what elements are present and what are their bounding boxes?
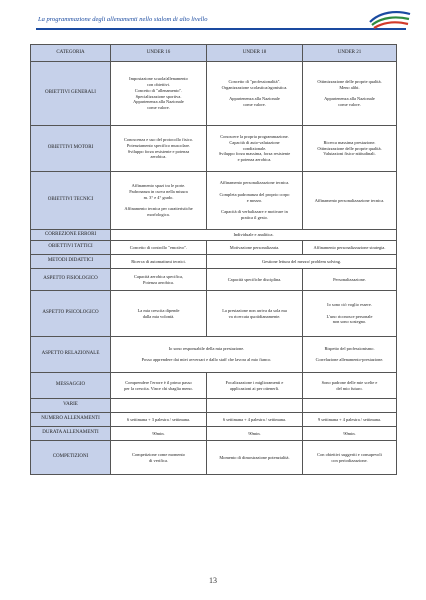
table-row — [31, 255, 397, 269]
table-cell: Conoscere la propria programmazione. Capacità di auto-valutazione condizionale. Sviluppo forza massima, forza resistente e potenza aerobica. — [207, 126, 303, 172]
row-label: ASPETTO PSICOLOGICO — [31, 291, 111, 337]
table-cell: Momento di dimostrazione potenzialità. — [207, 441, 303, 475]
table-row — [31, 441, 397, 475]
table-cell: 9 settimana + 4 palestra / settimana. — [303, 413, 397, 427]
row-label: METODI DIDATTICI — [31, 255, 111, 269]
row-label: ASPETTO RELAZIONALE — [31, 337, 111, 373]
table-cell: Affinamento personalizzazione tecnica. Completa padronanza del proprio corpo e mezzo. Capacità di verbalizzare e motivare in pratica il gesto. — [207, 172, 303, 230]
table-cell: 6 settimana + 3 palestra / settimana. — [111, 413, 207, 427]
table-header-row — [31, 45, 397, 62]
table-cell: Concetto di controllo "emotivo". — [111, 241, 207, 255]
row-label: OBIETTIVI TECNICI — [31, 172, 111, 230]
table-cell: Affinamento spazi tra le porte. Padronanza in curva nella misura m. 3° e 4° grado. Affinamento tecnica per caratteristiche morfologica. — [111, 172, 207, 230]
table-cell: Capacità specifiche disciplina. — [207, 269, 303, 291]
table-cell: Con obiettivi suggeriti e consapevoli con periodizzazione. — [303, 441, 397, 475]
table-row — [31, 337, 397, 373]
table-cell: Motivazione personalizzata. — [207, 241, 303, 255]
row-label: DURATA ALLENAMENTI — [31, 427, 111, 441]
table-cell: Focalizzazione i miglioramenti e applicazioni ai per ottenerli. — [207, 373, 303, 399]
table-cell: La prestazione non arriva da sola ma va ricercata quotidianamente. — [207, 291, 303, 337]
row-label: NUMERO ALLENAMENTI — [31, 413, 111, 427]
table-cell: Affinamento personalizzazione strategia. — [303, 241, 397, 255]
table-row — [31, 373, 397, 399]
table-cell: Io sono responsabile della mia prestazione. Posso apprendere dai miei avversari e dallo staff che lavora al mio fianco. — [111, 337, 303, 373]
table-row — [31, 126, 397, 172]
row-label: MESSAGGIO — [31, 373, 111, 399]
table-row — [31, 291, 397, 337]
training-table — [30, 44, 397, 475]
table-cell: Individuale e analitica. — [111, 230, 397, 241]
table-cell: Conoscenza e uso del protocollo fisico. Potenziamento specifico muscolare. Sviluppo forza resistente e potenza aerobica. — [111, 126, 207, 172]
table-cell: Personalizzazione. — [303, 269, 397, 291]
table-cell: Impostazione scuola/allenamento con obiettivi. Concetto di "allenamento". Specializzazione sportiva. Appartenenza alla Nazionale come valore. — [111, 62, 207, 126]
table-row — [31, 230, 397, 241]
row-label: CORREZIONE ERRORI — [31, 230, 111, 241]
row-label: OBIETTIVI TATTICI — [31, 241, 111, 255]
column-header: UNDER 21 — [303, 45, 397, 62]
row-label: OBIETTIVI GENERALI — [31, 62, 111, 126]
table-cell: 90min. — [207, 427, 303, 441]
table-row — [31, 172, 397, 230]
table-cell: Capacità aerobica specifica, Potenza aerobica. — [111, 269, 207, 291]
table-row — [31, 427, 397, 441]
federation-logo-icon — [368, 6, 412, 30]
row-label: COMPETIZIONI — [31, 441, 111, 475]
table-cell: Rispetto del professionismo. Correlazione allenamento-prestazione. — [303, 337, 397, 373]
table-cell: Ricerca di automatismi tecnici. — [111, 255, 207, 269]
column-header: UNDER 16 — [111, 45, 207, 62]
page-header — [22, 10, 382, 30]
table-cell: 90min. — [303, 427, 397, 441]
table-cell: Sono padrone delle mie scelte e del mio futuro. — [303, 373, 397, 399]
table-row — [31, 241, 397, 255]
table-cell: Concetto di "professionalità". Organizzazione scolastica/agonistica. Appartenenza alla Nazionale come valore. — [207, 62, 303, 126]
table-cell — [207, 399, 303, 413]
table-cell: Gestione lettura del mezzo/ problem solving. — [207, 255, 397, 269]
table-cell: 6 settimana + 4 palestra / settimana. — [207, 413, 303, 427]
table-cell: Ricerca massima prestazione. Ottimizzazione delle proprie qualità. Valutazioni fisico-attitudinali. — [303, 126, 397, 172]
table-row — [31, 269, 397, 291]
row-label: OBIETTIVI MOTORI — [31, 126, 111, 172]
running-title: La programmazione degli allenamenti nello sialom di alto livello — [38, 16, 208, 23]
row-label: VARIE — [31, 399, 111, 413]
column-header: CATEGORIA — [31, 45, 111, 62]
table-cell: Io sono ciò voglio essere. L'uno riconosce personale non sono sostegno. — [303, 291, 397, 337]
table-cell: 90min. — [111, 427, 207, 441]
row-label: ASPETTO FISIOLOGICO — [31, 269, 111, 291]
page-number: 13 — [209, 576, 217, 585]
table-row — [31, 413, 397, 427]
table-cell: Comprendere l'errore è il primo passo per la crescita. Vince chi sbaglia meno. — [111, 373, 207, 399]
table-cell: Ottimizzazione delle proprie qualità. Meno alibi. Appartenenza alla Nazionale come valore. — [303, 62, 397, 126]
table-cell: Affinamento personalizzazione tecnica. — [303, 172, 397, 230]
table-cell: La mia crescita dipende dalla mia volontà. — [111, 291, 207, 337]
table-cell: Competizione come momento di verifica. — [111, 441, 207, 475]
table-cell — [303, 399, 397, 413]
table-row — [31, 62, 397, 126]
table-cell — [111, 399, 207, 413]
column-header: UNDER 18 — [207, 45, 303, 62]
header-rule — [36, 28, 406, 30]
table-row — [31, 399, 397, 413]
